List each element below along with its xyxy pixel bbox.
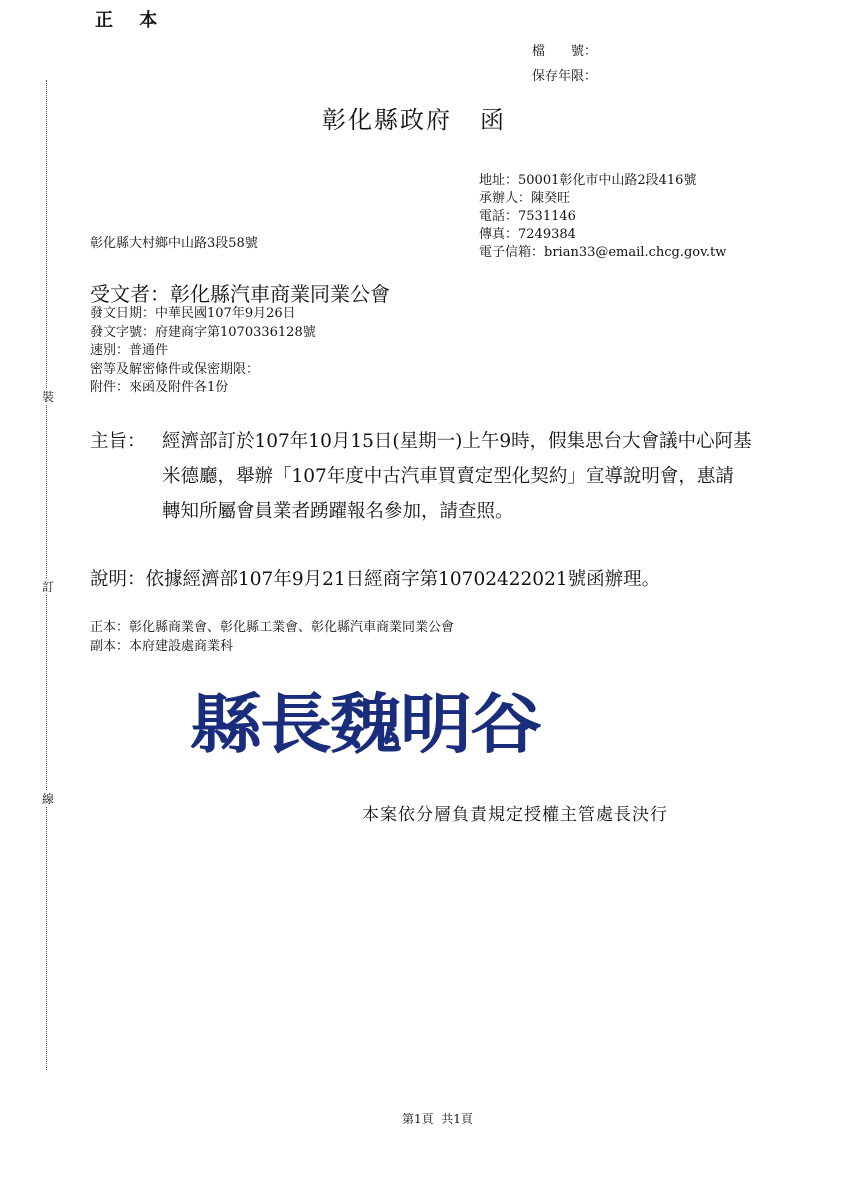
explanation-section bbox=[90, 565, 660, 591]
document-number: 發文字號：府建商字第1070336128號 bbox=[90, 324, 316, 340]
binding-mark-xian: 線 bbox=[42, 792, 55, 806]
document-meta bbox=[90, 305, 316, 398]
attachments: 附件：來函及附件各1份 bbox=[90, 380, 229, 395]
copy-type-label: 正 本 bbox=[95, 10, 168, 31]
file-number-field: 檔 號： bbox=[532, 44, 598, 59]
page-number: 第1頁 bbox=[402, 1112, 434, 1126]
contact-handler: 承辦人：陳癸旺 bbox=[479, 191, 571, 206]
contact-address: 地址：50001彰化市中山路2段416號 bbox=[479, 173, 697, 188]
contact-email: 電子信箱：brian33@email.chcg.gov.tw bbox=[479, 245, 727, 260]
recipient-address: 彰化縣大村鄉中山路3段58號 bbox=[90, 236, 258, 251]
recipient: 受文者：彰化縣汽車商業同業公會 bbox=[90, 282, 390, 306]
binding-mark-ding: 訂 bbox=[42, 580, 55, 594]
subject-label: 主旨： bbox=[90, 431, 146, 452]
page-total: 共1頁 bbox=[441, 1112, 473, 1126]
contact-block bbox=[479, 172, 726, 262]
explanation-text: 依據經濟部107年9月21日經商字第10702422021號函辦理。 bbox=[145, 569, 661, 590]
contact-phone: 電話：7531146 bbox=[479, 209, 576, 224]
copy-recipients: 副本：本府建設處商業科 bbox=[90, 639, 234, 654]
binding-mark-zhuang: 裝 bbox=[42, 390, 55, 404]
issuing-organization: 彰化縣政府 bbox=[322, 106, 452, 134]
explanation-label: 說明： bbox=[90, 569, 146, 590]
page-footer bbox=[402, 1110, 473, 1127]
subject-text: 經濟部訂於107年10月15日(星期一)上午9時，假集思台大會議中心阿基米德廳，舉辦「107年度中古汽車買賣定型化契約」宣導說明會，惠請轉知所屬會員業者踴躍報名參加，請查照。 bbox=[162, 431, 752, 522]
urgency: 速別：普通件 bbox=[90, 343, 169, 358]
subject-section bbox=[90, 424, 752, 522]
magistrate-seal: 縣長魏明谷 bbox=[190, 686, 541, 762]
confidentiality: 密等及解密條件或保密期限： bbox=[90, 361, 260, 377]
retention-period-field: 保存年限： bbox=[532, 69, 598, 84]
contact-fax: 傳真：7249384 bbox=[479, 227, 576, 242]
document-type: 函 bbox=[480, 106, 506, 134]
original-recipients: 正本：彰化縣商業會、彰化縣工業會、彰化縣汽車商業同業公會 bbox=[90, 620, 455, 635]
distribution-list bbox=[90, 618, 454, 656]
issue-date: 發文日期：中華民國107年9月26日 bbox=[90, 306, 296, 321]
binding-line bbox=[46, 80, 47, 1070]
authorization-note: 本案依分層負責規定授權主管處長決行 bbox=[362, 805, 668, 825]
document-title bbox=[322, 100, 506, 135]
